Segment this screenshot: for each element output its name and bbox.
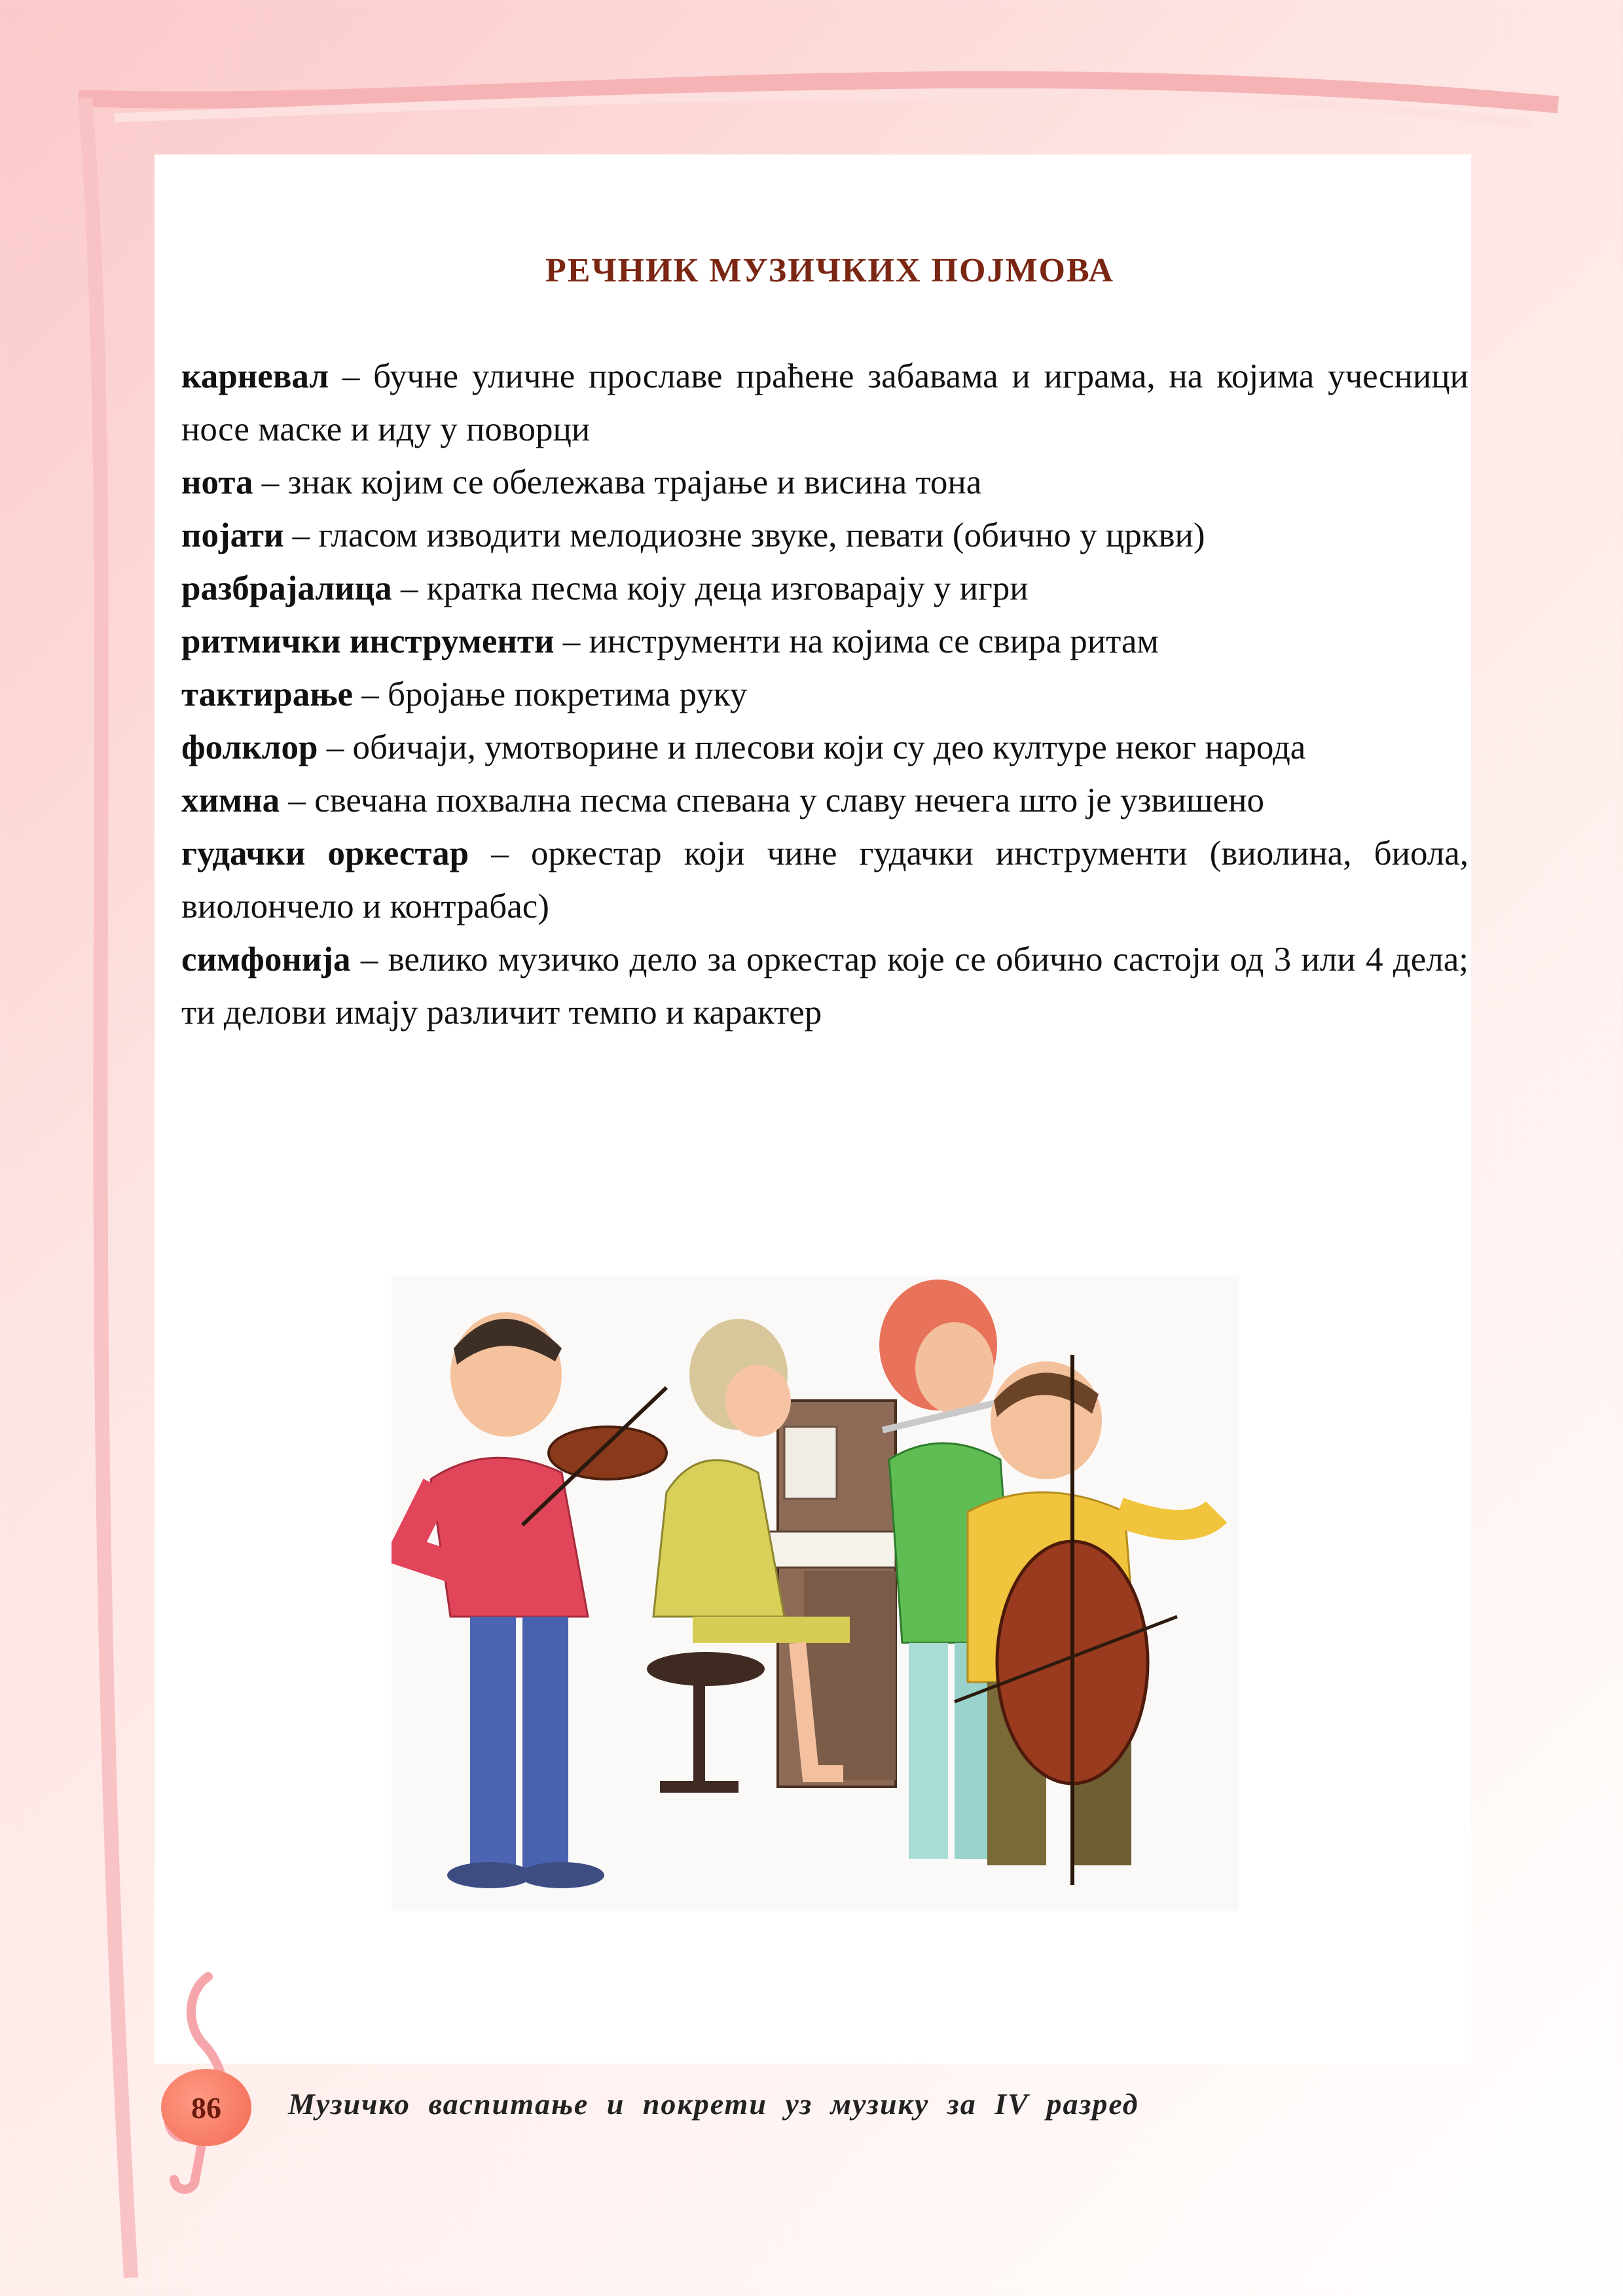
glossary-entry (181, 827, 1468, 933)
children-orchestra-illustration (392, 1276, 1239, 1911)
glossary-list (181, 350, 1468, 1039)
glossary-term: разбрајалица (181, 569, 392, 607)
page-title: РЕЧНИК МУЗИЧКИХ ПОЈМОВА (545, 252, 1114, 289)
glossary-entry (181, 721, 1468, 774)
glossary-definition: – оркестар који чине гудачки инструменти (виолина, биола, виолончело и контрабас) (181, 834, 1468, 925)
glossary-definition: – бројање покретима руку (353, 675, 748, 713)
glossary-definition: – свечана похвална песма спевана у славу нечега што је узвишено (280, 781, 1264, 819)
glossary-definition: – знак којим се обележава трајање и висина тона (253, 463, 982, 501)
glossary-entry (181, 456, 1468, 509)
glossary-entry (181, 562, 1468, 615)
glossary-entry (181, 933, 1468, 1039)
glossary-term: симфонија (181, 941, 351, 978)
glossary-entry (181, 668, 1468, 721)
glossary-definition: – обичаји, умотворине и плесови који су део културе неког народа (318, 728, 1306, 766)
glossary-term: појати (181, 516, 284, 554)
glossary-entry (181, 774, 1468, 827)
footer-book-title: Музичко васпитање и покрети уз музику за IV разред (288, 2087, 1139, 2121)
glossary-entry (181, 615, 1468, 668)
glossary-definition: – бучне уличне прославе праћене забавама и играма, на којима учесници носе маске и иду у поворци (181, 357, 1468, 448)
glossary-term: карневал (181, 357, 329, 395)
glossary-entry (181, 509, 1468, 562)
glossary-term: фолклор (181, 728, 318, 766)
glossary-definition: – инструменти на којима се свира ритам (554, 622, 1159, 660)
page-number: 86 (161, 2069, 251, 2146)
glossary-entry (181, 350, 1468, 456)
glossary-definition: – гласом изводити мелодиозне звуке, певати (обично у цркви) (283, 516, 1205, 554)
glossary-term: гудачки оркестар (181, 834, 469, 872)
glossary-definition: – кратка песма коју деца изговарају у игри (392, 569, 1029, 607)
glossary-term: нота (181, 463, 253, 501)
glossary-term: ритмички инструменти (181, 622, 555, 660)
glossary-term: тактирање (181, 675, 354, 713)
glossary-definition: – велико музичко дело за оркестар које се обично састоји од 3 или 4 дела; ти делови имају различит темпо и карактер (181, 941, 1468, 1031)
glossary-term: химна (181, 781, 280, 819)
